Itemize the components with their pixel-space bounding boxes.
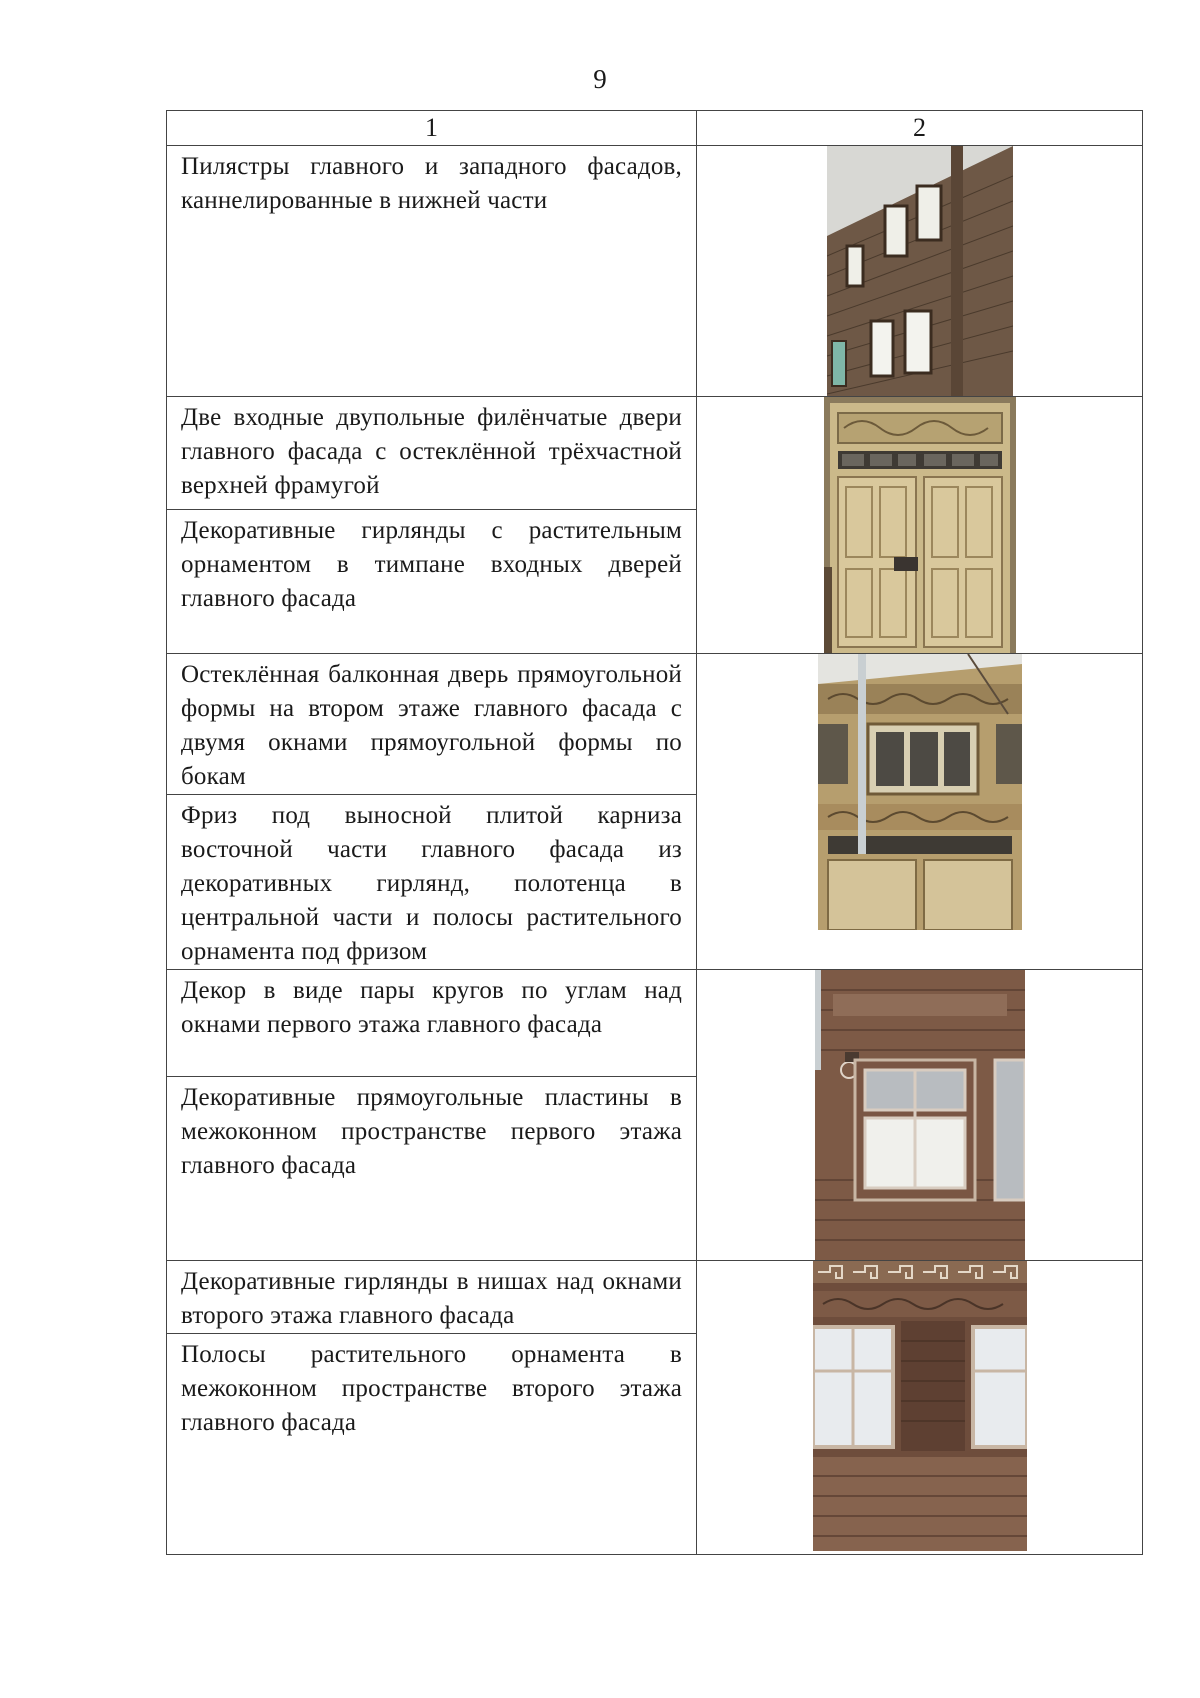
description-cell <box>167 509 697 653</box>
entrance-doors-photo <box>824 397 1016 653</box>
facade-pilasters-photo <box>827 146 1013 396</box>
description-cell <box>167 1334 697 1555</box>
element-description: Декоративные прямоугольные пластины в межоконном пространстве первого этажа главного фасада <box>181 1084 682 1180</box>
second-floor-windows-photo <box>813 1261 1027 1551</box>
element-description: Декоративные гирлянды в нишах над окнами второго этажа главного фасада <box>181 1268 682 1329</box>
elements-table <box>166 110 1143 1555</box>
description-cell <box>167 1077 697 1261</box>
element-description: Остеклённая балконная дверь прямоугольной формы на втором этаже главного фасада с двумя окнами прямоугольной формы по бокам <box>181 661 682 790</box>
photo-cell <box>697 146 1143 397</box>
table-row <box>167 146 1143 397</box>
description-cell <box>167 654 697 795</box>
column-header-2: 2 <box>697 111 1143 146</box>
description-cell <box>167 795 697 970</box>
description-cell <box>167 1261 697 1334</box>
table-row <box>167 654 1143 795</box>
photo-cell <box>697 397 1143 654</box>
first-floor-windows-photo <box>815 970 1025 1260</box>
element-description: Две входные двупольные филёнчатые двери главного фасада с остеклённой трёхчастной верхней фрамугой <box>181 404 682 499</box>
element-description: Декоративные гирлянды с растительным орнаментом в тимпане входных дверей главного фасада <box>181 516 682 612</box>
element-description: Декор в виде пары кругов по углам над окнами первого этажа главного фасада <box>181 977 682 1038</box>
description-cell <box>167 146 697 397</box>
description-cell <box>167 397 697 510</box>
page-number: 9 <box>593 64 607 94</box>
table-row <box>167 397 1143 510</box>
element-description: Пилястры главного и западного фасадов, каннелированные в нижней части <box>181 153 682 214</box>
photo-cell <box>697 1261 1143 1555</box>
description-cell <box>167 970 697 1077</box>
photo-cell <box>697 654 1143 970</box>
table-header-row <box>167 111 1143 146</box>
column-header-1: 1 <box>167 111 697 146</box>
table-row <box>167 970 1143 1077</box>
photo-cell <box>697 970 1143 1261</box>
balcony-door-photo <box>818 654 1022 930</box>
element-description: Полосы растительного орнамента в межоконном пространстве второго этажа главного фасада <box>181 1341 682 1436</box>
element-description: Фриз под выносной плитой карниза восточной части главного фасада из декоративных гирлянд, полотенца в центральной части и полосы растительного орнамента под фризом <box>181 802 682 965</box>
table-row <box>167 1261 1143 1334</box>
